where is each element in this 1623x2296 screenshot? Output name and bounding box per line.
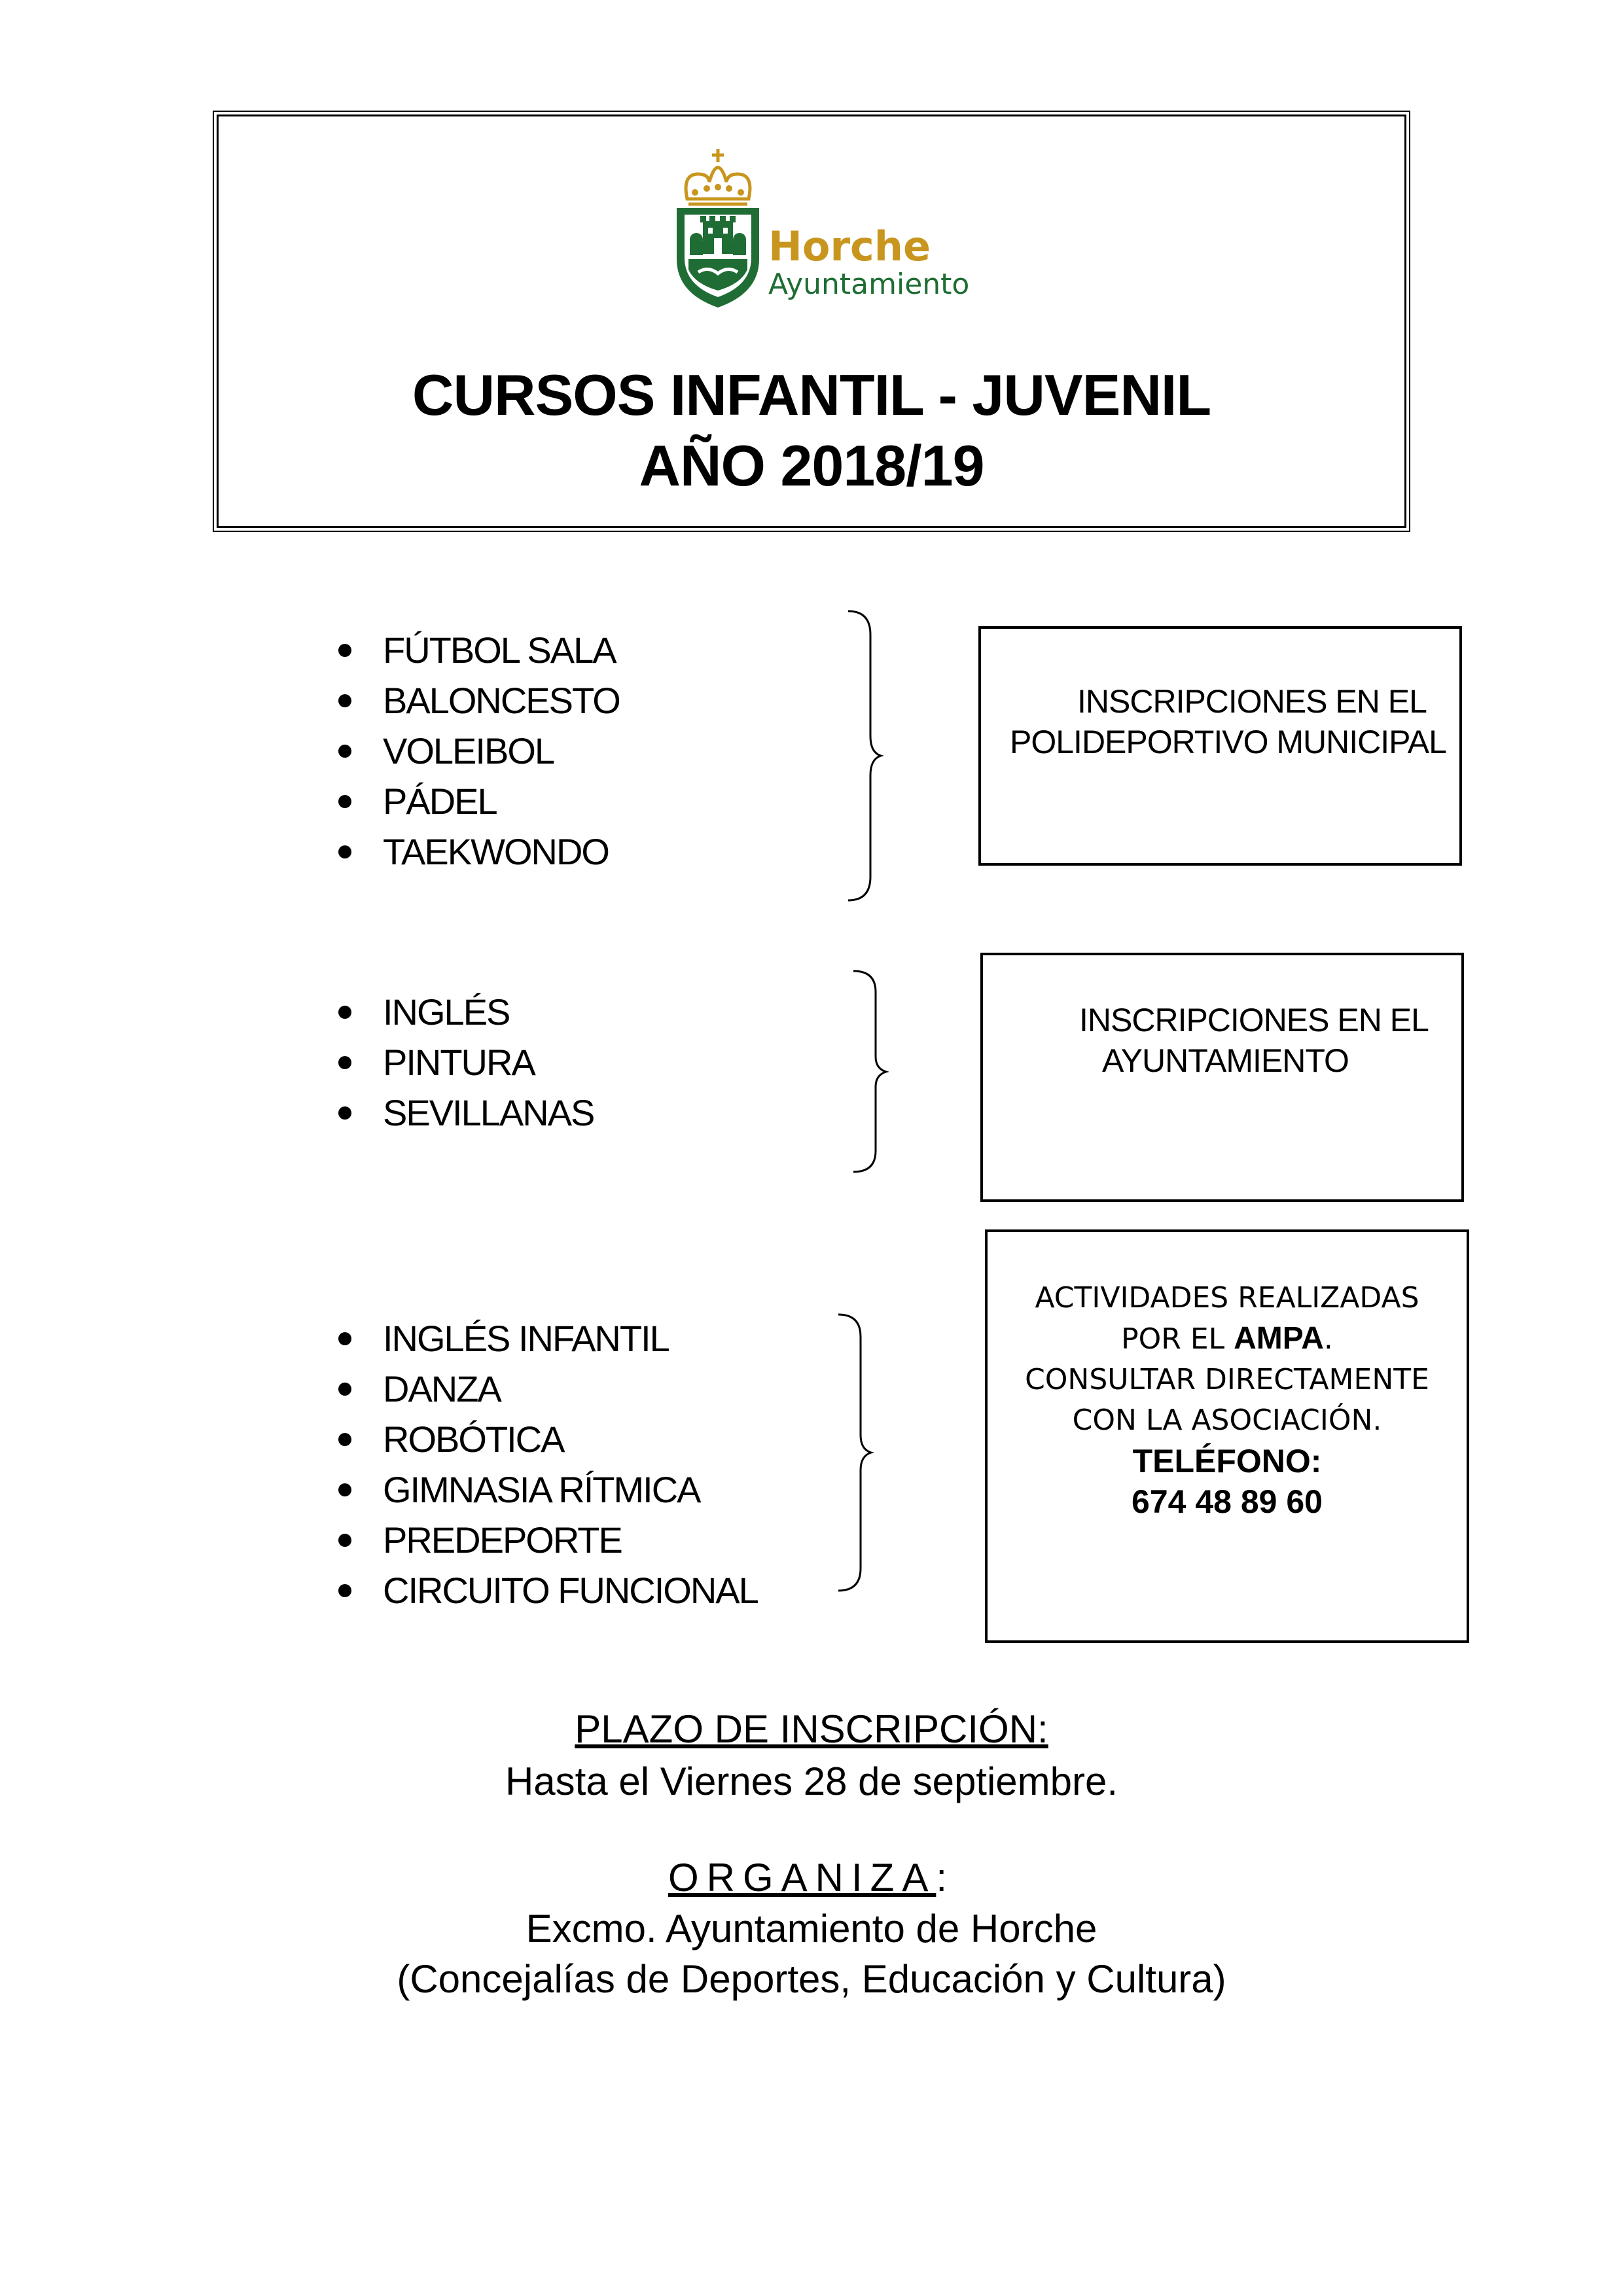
page-title: CURSOS INFANTIL - JUVENIL xyxy=(412,362,1211,427)
curly-brace-icon xyxy=(834,1312,874,1593)
list-item: FÚTBOL SALA xyxy=(338,625,620,675)
coat-of-arms-icon xyxy=(669,148,767,311)
list-item: GIMNASIA RÍTMICA xyxy=(338,1464,758,1515)
info-text: POR EL xyxy=(1121,1322,1234,1356)
phone-number: 674 48 89 60 xyxy=(1132,1483,1323,1520)
list-item: DANZA xyxy=(338,1364,758,1414)
info-line xyxy=(988,1318,1467,1360)
organizer-name: Excmo. Ayuntamiento de Horche xyxy=(526,1907,1097,1951)
deadline-heading: PLAZO DE INSCRIPCIÓN: xyxy=(575,1707,1048,1751)
list-item: INGLÉS INFANTIL xyxy=(338,1313,758,1364)
info-line: ACTIVIDADES REALIZADAS xyxy=(1035,1281,1419,1315)
organiza-colon: : xyxy=(936,1856,955,1899)
info-line: INSCRIPCIONES EN EL xyxy=(1077,683,1427,720)
list-item: SEVILLANAS xyxy=(338,1087,594,1138)
list-item: PÁDEL xyxy=(338,776,620,826)
list-item: ROBÓTICA xyxy=(338,1414,758,1464)
info-line: INSCRIPCIONES EN EL xyxy=(1079,1002,1429,1038)
phone-label: TELÉFONO: xyxy=(1132,1443,1322,1479)
registration-box-sports xyxy=(978,626,1462,866)
organizer-departments: (Concejalías de Deportes, Educación y Cultura) xyxy=(397,1957,1226,2001)
logo-subtitle: Ayuntamiento xyxy=(768,268,970,301)
list-item: INGLÉS xyxy=(338,987,594,1037)
info-line: CON LA ASOCIACIÓN. xyxy=(1072,1404,1382,1437)
ampa-info-box xyxy=(985,1229,1469,1643)
municipal-logo xyxy=(669,148,1035,311)
list-item: TAEKWONDO xyxy=(338,826,620,877)
activity-list-ampa xyxy=(338,1313,758,1616)
info-line: AYUNTAMIENTO xyxy=(1102,1042,1349,1079)
activity-list-cultural xyxy=(338,987,594,1138)
page-subtitle-year: AÑO 2018/19 xyxy=(639,433,984,498)
organiza-label: ORGANIZA xyxy=(668,1856,936,1899)
registration-box-town-hall xyxy=(980,953,1464,1202)
info-line: CONSULTAR DIRECTAMENTE xyxy=(1025,1363,1429,1396)
list-item: BALONCESTO xyxy=(338,675,620,726)
deadline-text: Hasta el Viernes 28 de septiembre. xyxy=(505,1759,1118,1803)
header-box xyxy=(217,115,1406,528)
info-text: . xyxy=(1323,1322,1333,1356)
logo-name: Horche xyxy=(768,222,931,270)
activity-list-sports xyxy=(338,625,620,877)
curly-brace-icon xyxy=(849,968,889,1174)
curly-brace-icon xyxy=(844,609,883,903)
list-item: PREDEPORTE xyxy=(338,1515,758,1565)
organiza-heading xyxy=(0,1858,1623,1898)
info-line: POLIDEPORTIVO MUNICIPAL xyxy=(1010,724,1446,760)
ampa-label: AMPA xyxy=(1234,1321,1324,1356)
list-item: VOLEIBOL xyxy=(338,726,620,776)
list-item: PINTURA xyxy=(338,1037,594,1087)
list-item: CIRCUITO FUNCIONAL xyxy=(338,1565,758,1616)
